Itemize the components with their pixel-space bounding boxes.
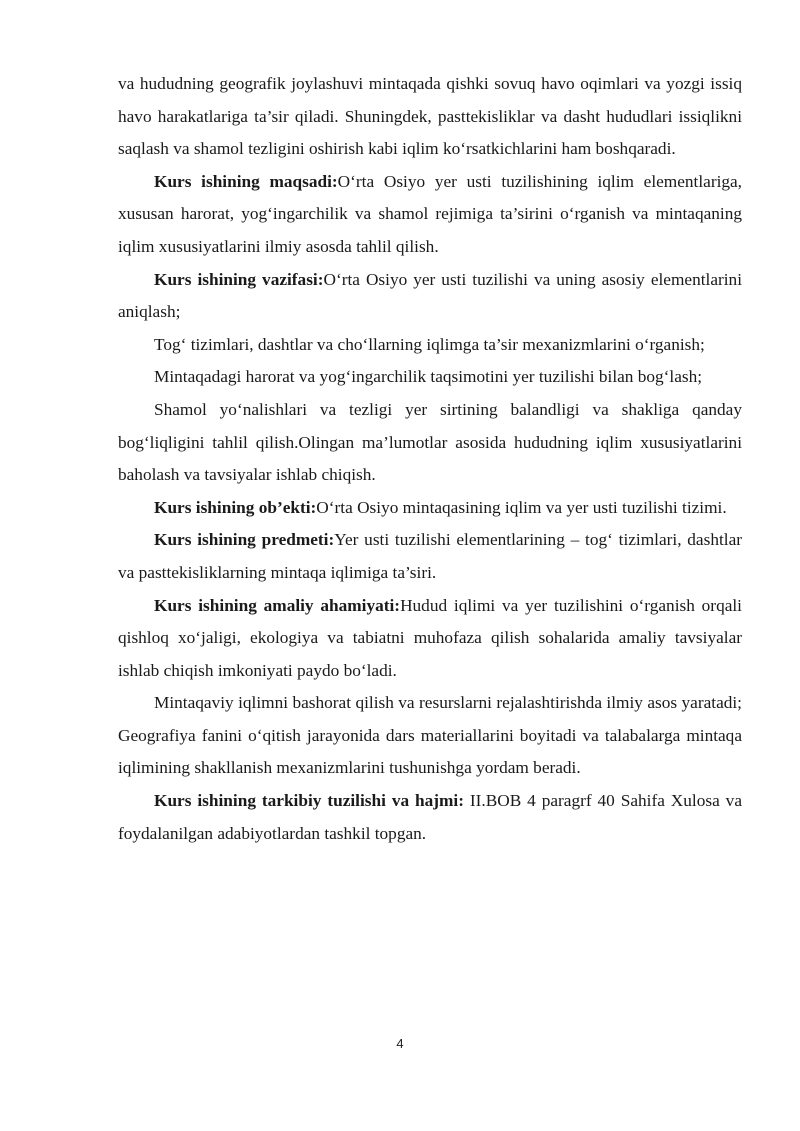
- paragraph-task-temperature-body: Mintaqadagi harorat va yog‘ingarchilik taqsimotini yer tuzilishi bilan bog‘lash;: [154, 367, 703, 387]
- paragraph-course-object-heading: Kurs ishining ob’ekti:: [154, 497, 317, 517]
- paragraph-task-mountains-body: Tog‘ tizimlari, dashtlar va cho‘llarning iqlimga ta’sir mexanizmlarini o‘rganish;: [154, 334, 705, 354]
- paragraph-task-wind: [118, 394, 742, 492]
- paragraph-course-subject-heading: Kurs ishining predmeti:: [154, 530, 335, 550]
- paragraph-course-object-body: O‘rta Osiyo mintaqasining iqlim va yer usti tuzilishi tizimi.: [316, 497, 727, 517]
- paragraph-course-goal: [118, 166, 742, 264]
- paragraph-structure-volume: [118, 785, 742, 850]
- paragraph-1-body: va hududning geografik joylashuvi mintaqada qishki sovuq havo oqimlari va yozgi issiq havo harakatlariga ta’sir qiladi. Shuningdek, pasttekisliklar va dasht hududlari issiqlikni saqlash va shamol tezligini oshirish kabi iqlim ko‘rsatkichlarini ham boshqaradi.: [118, 74, 742, 159]
- paragraph-course-subject: [118, 524, 742, 589]
- paragraph-task-temperature: [118, 361, 742, 394]
- paragraph-practical-significance-body: Hudud iqlimi va yer tuzilishini o‘rganish orqali qishloq xo‘jaligi, ekologiya va tabiatni muhofaza qilish sohalarida amaliy tavsiyalar ishlab chiqish imkoniyati paydo bo‘ladi.: [118, 595, 742, 680]
- paragraph-forecasting-body: Mintaqaviy iqlimni bashorat qilish va resurslarni rejalashtirishda ilmiy asos yaratadi; Geografiya fanini o‘qitish jarayonida dars materiallarini boyitadi va talabalarga mintaqa iqlimining shakllanish mexanizmlarini tushunishga yordam beradi.: [118, 693, 742, 778]
- paragraph-course-task-body: O‘rta Osiyo yer usti tuzilishi va uning asosiy elementlarini aniqlash;: [118, 269, 742, 322]
- page-number: 4: [396, 1036, 404, 1051]
- paragraph-forecasting: [118, 687, 742, 785]
- paragraph-course-subject-body: Yer usti tuzilishi elementlarining – tog‘ tizimlari, dashtlar va pasttekisliklarning mintaqa iqlimiga ta’siri.: [118, 530, 742, 582]
- body-text: [118, 68, 742, 850]
- paragraph-task-wind-body: Shamol yo‘nalishlari va tezligi yer sirtining balandligi va shakliga qanday bog‘liqligini tahlil qilish.Olingan ma’lumotlar asosida hududning iqlim xususiyatlarini baholash va tavsiyalar ishlab chiqish.: [118, 399, 742, 485]
- paragraph-course-goal-heading: Kurs ishining maqsadi:: [154, 171, 338, 191]
- paragraph-practical-significance: [118, 590, 742, 688]
- paragraph-course-task-heading: Kurs ishining vazifasi:: [154, 269, 324, 289]
- paragraph-task-mountains: [118, 329, 742, 362]
- paragraph-structure-volume-heading: Kurs ishining tarkibiy tuzilishi va hajmi:: [154, 791, 464, 811]
- paragraph-course-task: [118, 264, 742, 329]
- paragraph-1: [118, 68, 742, 166]
- paragraph-practical-significance-heading: Kurs ishining amaliy ahamiyati:: [154, 595, 401, 615]
- paragraph-course-goal-body: O‘rta Osiyo yer usti tuzilishining iqlim elementlariga, xususan harorat, yog‘ingarchilik va shamol rejimiga ta’sirini o‘rganish va mintaqaning iqlim xususiyatlarini ilmiy asosda tahlil qilish.: [118, 171, 743, 256]
- paragraph-course-object: [118, 492, 742, 525]
- paragraph-structure-volume-body: II.BOB 4 paragrf 40 Sahifa Xulosa va foydalanilgan adabiyotlardan tashkil topgan.: [118, 791, 742, 843]
